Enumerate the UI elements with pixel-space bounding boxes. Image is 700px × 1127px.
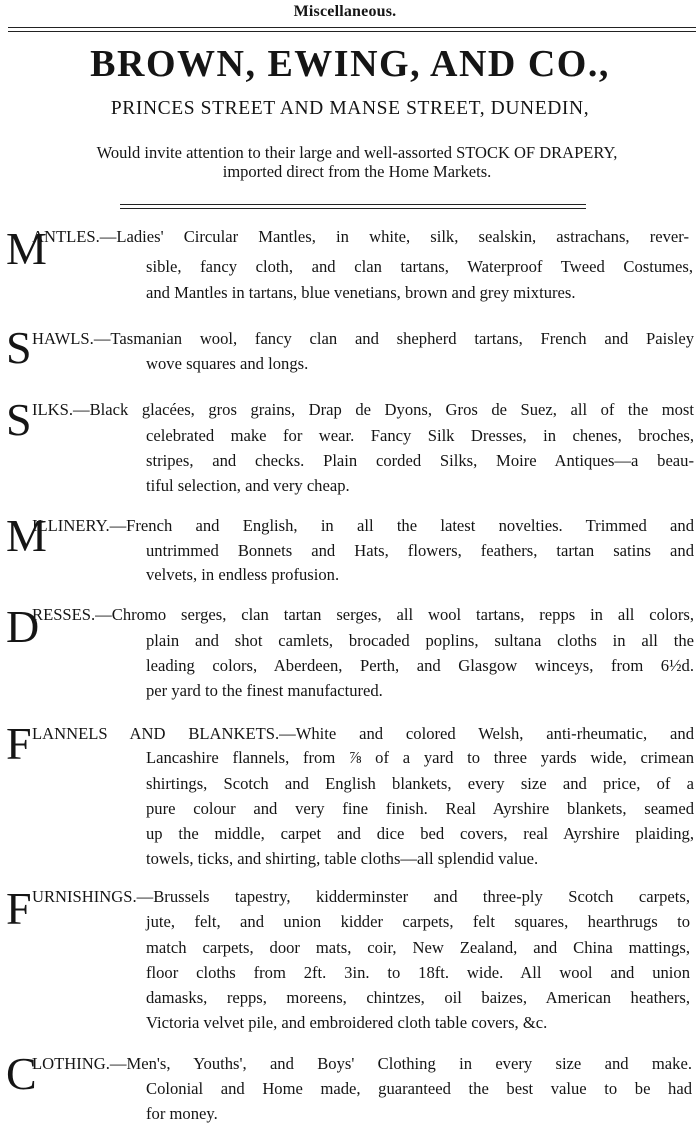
- entry-line: Colonial and Home made, guaranteed the best value to be had: [146, 1079, 692, 1098]
- entry-line: URNISHINGS.—Brussels tapestry, kidderminster and three-ply Scotch carpets,: [32, 887, 690, 906]
- entry-line: tiful selection, and very cheap.: [146, 476, 350, 495]
- entry-line: match carpets, door mats, coir, New Zealand, and China mattings,: [146, 938, 690, 957]
- entry-line: Victoria velvet pile, and embroidered cloth table covers, &c.: [146, 1013, 548, 1032]
- drop-cap: C: [6, 1048, 37, 1099]
- invitation-line-1: Would invite attention to their large and well-assorted STOCK OF DRAPERY,: [96, 143, 618, 162]
- entry-line: untrimmed Bonnets and Hats, flowers, feathers, tartan satins and: [146, 541, 694, 560]
- drop-cap: F: [6, 718, 32, 769]
- drop-cap: D: [6, 601, 40, 652]
- entry-line: and Mantles in tartans, blue venetians, brown and grey mixtures.: [146, 283, 576, 302]
- invitation-text: [12, 143, 700, 181]
- entry-line: floor cloths from 2ft. 3in. to 18ft. wide. All wool and union: [146, 963, 690, 982]
- entry-line: per yard to the finest manufactured.: [146, 681, 383, 700]
- entry-line: plain and shot camlets, brocaded poplins, sultana cloths in all the: [146, 631, 694, 650]
- entry-line: LANNELS AND BLANKETS.—White and colored Welsh, anti-rheumatic, and: [32, 724, 694, 743]
- entry-line: LOTHING.—Men's, Youths', and Boys' Clothing in every size and make.: [32, 1054, 692, 1073]
- entry-line: sible, fancy cloth, and clan tartans, Waterproof Tweed Costumes,: [146, 257, 693, 276]
- drop-cap: M: [6, 223, 47, 274]
- drop-cap: S: [6, 322, 32, 373]
- drop-cap: S: [6, 394, 32, 445]
- entry-line: ILLINERY.—French and English, in all the latest novelties. Trimmed and: [32, 516, 694, 535]
- entry-line: Lancashire flannels, from ⅞ of a yard to three yards wide, crimean: [146, 748, 694, 767]
- invitation-line-2: imported direct from the Home Markets.: [222, 162, 492, 181]
- entry-line: jute, felt, and union kidder carpets, felt squares, hearthrugs to: [146, 912, 690, 931]
- entry-line: up the middle, carpet and dice bed covers, real Ayrshire plaiding,: [146, 824, 694, 843]
- section-divider: [120, 204, 586, 205]
- section-divider-double: [120, 208, 586, 209]
- entry-line: towels, ticks, and shirting, table cloths—all splendid value.: [146, 849, 539, 868]
- entry-line: for money.: [146, 1104, 218, 1123]
- entry-line: stripes, and checks. Plain corded Silks, Moire Antiques—a beau-: [146, 451, 694, 470]
- top-rule: [8, 27, 696, 28]
- entry-line: HAWLS.—Tasmanian wool, fancy clan and shepherd tartans, French and Paisley: [32, 329, 694, 348]
- entry-line: ILKS.—Black glacées, gros grains, Drap de Dyons, Gros de Suez, all of the most: [32, 400, 694, 419]
- entry-line: shirtings, Scotch and English blankets, every size and price, of a: [146, 774, 694, 793]
- entry-line: leading colors, Aberdeen, Perth, and Glasgow winceys, from 6½d.: [146, 656, 694, 675]
- section-heading: Miscellaneous.: [293, 3, 397, 20]
- entry-line: ANTLES.—Ladies' Circular Mantles, in white, silk, sealskin, astrachans, rever-: [32, 227, 689, 246]
- entry-line: RESSES.—Chromo serges, clan tartan serges, all wool tartans, repps in all colors,: [32, 605, 694, 624]
- entry-line: celebrated make for wear. Fancy Silk Dresses, in chenes, broches,: [146, 426, 694, 445]
- drop-cap: F: [6, 883, 32, 934]
- entry-line: velvets, in endless profusion.: [146, 565, 340, 584]
- entry-line: wove squares and longs.: [146, 354, 309, 373]
- top-rule-double: [8, 31, 696, 32]
- drop-cap: M: [6, 510, 47, 561]
- entry-line: pure colour and very fine finish. Real Ayrshire blankets, seamed: [146, 799, 694, 818]
- company-name: BROWN, EWING, AND CO.,: [90, 43, 610, 85]
- entry-line: damasks, repps, moreens, chintzes, oil baizes, American heathers,: [146, 988, 690, 1007]
- company-address: PRINCES STREET AND MANSE STREET, DUNEDIN,: [110, 98, 590, 119]
